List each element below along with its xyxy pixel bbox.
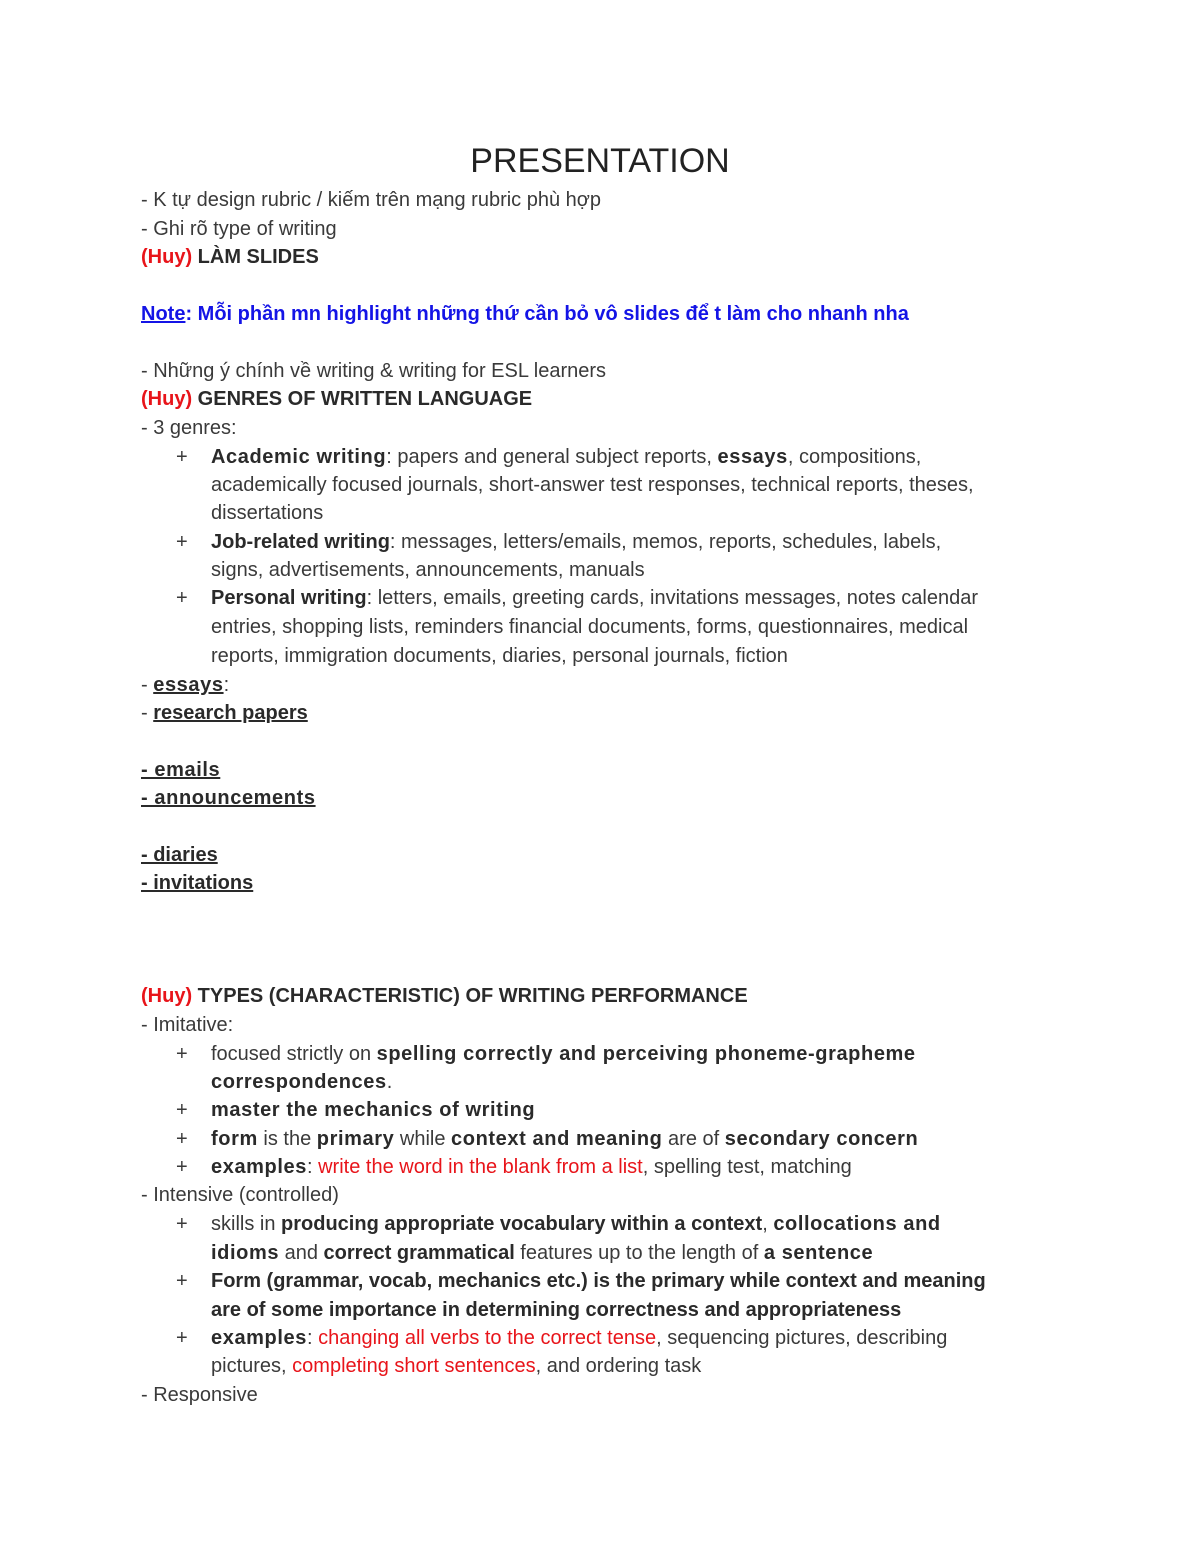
imitative-bullet-1 (211, 1040, 916, 1068)
diaries-line (141, 841, 218, 869)
text: : (306, 1327, 319, 1349)
personal-line-1 (211, 584, 978, 612)
genres-intro: - 3 genres: (141, 417, 237, 439)
term: form (211, 1128, 258, 1150)
highlighted-example: write the word in the blank from a list (318, 1156, 643, 1178)
personal-line-2: entries, shopping lists, reminders financial documents, forms, questionnaires, medical (211, 616, 969, 638)
heading-text: GENRES OF WRITTEN LANGUAGE (192, 388, 533, 410)
term: Form (grammar, vocab, mechanics etc.) is the primary while context and meaning (211, 1270, 986, 1292)
essays-link[interactable]: essays (153, 674, 224, 696)
term: primary (316, 1128, 395, 1150)
intensive-bullet-2-cont (211, 1296, 901, 1324)
imitative-bullet-4 (211, 1153, 852, 1181)
intensive-bullet-1 (211, 1210, 941, 1238)
main-ideas-line: - Những ý chính về writing & writing for ESL learners (141, 360, 607, 382)
announcements-line (141, 784, 316, 812)
intensive-label: - Intensive (controlled) (141, 1184, 339, 1206)
intensive-bullet-1-cont (211, 1239, 873, 1267)
note-text: : Mỗi phần mn highlight những thứ cần bỏ vô slides để t làm cho nhanh nha (185, 303, 909, 325)
term: spelling correctly and perceiving phoneme-grapheme (376, 1043, 916, 1065)
highlighted-example: changing all verbs to the correct tense (318, 1327, 657, 1349)
author-tag: (Huy) (141, 985, 193, 1007)
text: : (306, 1156, 319, 1178)
text: skills in (211, 1213, 282, 1235)
job-line-1 (211, 528, 941, 556)
text: : messages, letters/emails, memos, reports, schedules, labels, (389, 531, 942, 553)
research-line (141, 699, 308, 727)
term: master the mechanics of writing (211, 1099, 536, 1121)
invitations-link[interactable]: - invitations (141, 872, 254, 894)
author-tag: (Huy) (141, 388, 193, 410)
dash: - (141, 702, 154, 724)
bullet-marker: + (176, 1270, 188, 1292)
text: , (762, 1213, 774, 1235)
imitative-bullet-3 (211, 1125, 918, 1153)
bullet-marker: + (176, 446, 188, 468)
term: examples (211, 1327, 307, 1349)
term: correspondences (211, 1071, 387, 1093)
bullet-marker: + (176, 531, 188, 553)
author-tag: (Huy) (141, 246, 193, 268)
text: , compositions, (787, 446, 922, 468)
academic-line-2: academically focused journals, short-answer test responses, technical reports, theses, (211, 474, 974, 496)
academic-line-1 (211, 443, 921, 471)
term: examples (211, 1156, 307, 1178)
text: while (394, 1128, 452, 1150)
text: : letters, emails, greeting cards, invitations messages, notes calendar (366, 587, 978, 609)
bullet-marker: + (176, 1156, 188, 1178)
term: Job-related writing (211, 531, 390, 553)
heading-text: TYPES (CHARACTERISTIC) OF WRITING PERFORMANCE (192, 985, 748, 1007)
intro-line-1: - K tự design rubric / kiếm trên mạng rubric phù hợp (141, 189, 602, 211)
heading-text: LÀM SLIDES (192, 246, 319, 268)
emails-link[interactable]: - emails (141, 759, 221, 781)
bullet-marker: + (176, 1213, 188, 1235)
bullet-marker: + (176, 1099, 188, 1121)
emails-line (141, 756, 220, 784)
essays-line (141, 671, 229, 699)
text: , and ordering task (535, 1355, 702, 1377)
intensive-bullet-3-cont (211, 1352, 701, 1380)
invitations-line (141, 869, 253, 897)
intensive-bullet-3 (211, 1324, 947, 1352)
bullet-marker: + (176, 1043, 188, 1065)
term: Academic writing (211, 446, 387, 468)
imitative-bullet-1-cont (211, 1068, 392, 1096)
imitative-bullet-2 (211, 1096, 535, 1124)
text: pictures, (211, 1355, 293, 1377)
personal-line-3: reports, immigration documents, diaries, personal journals, fiction (211, 645, 788, 667)
text: . (386, 1071, 393, 1093)
term: context and meaning (451, 1128, 663, 1150)
section-heading-types (141, 982, 748, 1010)
term: Personal writing (211, 587, 367, 609)
text: , sequencing pictures, describing (656, 1327, 948, 1349)
text: is the (257, 1128, 317, 1150)
dash: - (141, 674, 154, 696)
term: are of some importance in determining correctness and appropriateness (211, 1299, 902, 1321)
section-heading-slides (141, 243, 319, 271)
term: a sentence (763, 1242, 874, 1264)
text: focused strictly on (211, 1043, 377, 1065)
bullet-marker: + (176, 1128, 188, 1150)
term: essays (717, 446, 788, 468)
colon: : (223, 674, 230, 696)
term: idioms (211, 1242, 280, 1264)
page-title: PRESENTATION (470, 142, 730, 180)
term: correct grammatical (323, 1242, 515, 1264)
term: producing appropriate vocabulary within a context (281, 1213, 763, 1235)
job-line-2: signs, advertisements, announcements, manuals (211, 559, 645, 581)
bullet-marker: + (176, 587, 188, 609)
text: , spelling test, matching (642, 1156, 852, 1178)
term: collocations and (773, 1213, 941, 1235)
intro-line-2: - Ghi rõ type of writing (141, 218, 337, 240)
text: and (279, 1242, 324, 1264)
academic-line-3: dissertations (211, 502, 324, 524)
text: : papers and general subject reports, (386, 446, 718, 468)
section-heading-genres (141, 385, 532, 413)
text: features up to the length of (514, 1242, 764, 1264)
research-papers-link[interactable]: research papers (153, 702, 308, 724)
bullet-marker: + (176, 1327, 188, 1349)
responsive-label: - Responsive (141, 1384, 258, 1406)
note-line (141, 300, 909, 328)
text: are of (662, 1128, 725, 1150)
diaries-link[interactable]: - diaries (141, 844, 218, 866)
highlighted-example: completing short sentences (292, 1355, 536, 1377)
term: secondary concern (724, 1128, 919, 1150)
announcements-link[interactable]: - announcements (141, 787, 316, 809)
imitative-label: - Imitative: (141, 1014, 234, 1036)
intensive-bullet-2 (211, 1267, 986, 1295)
note-label: Note (141, 303, 186, 325)
